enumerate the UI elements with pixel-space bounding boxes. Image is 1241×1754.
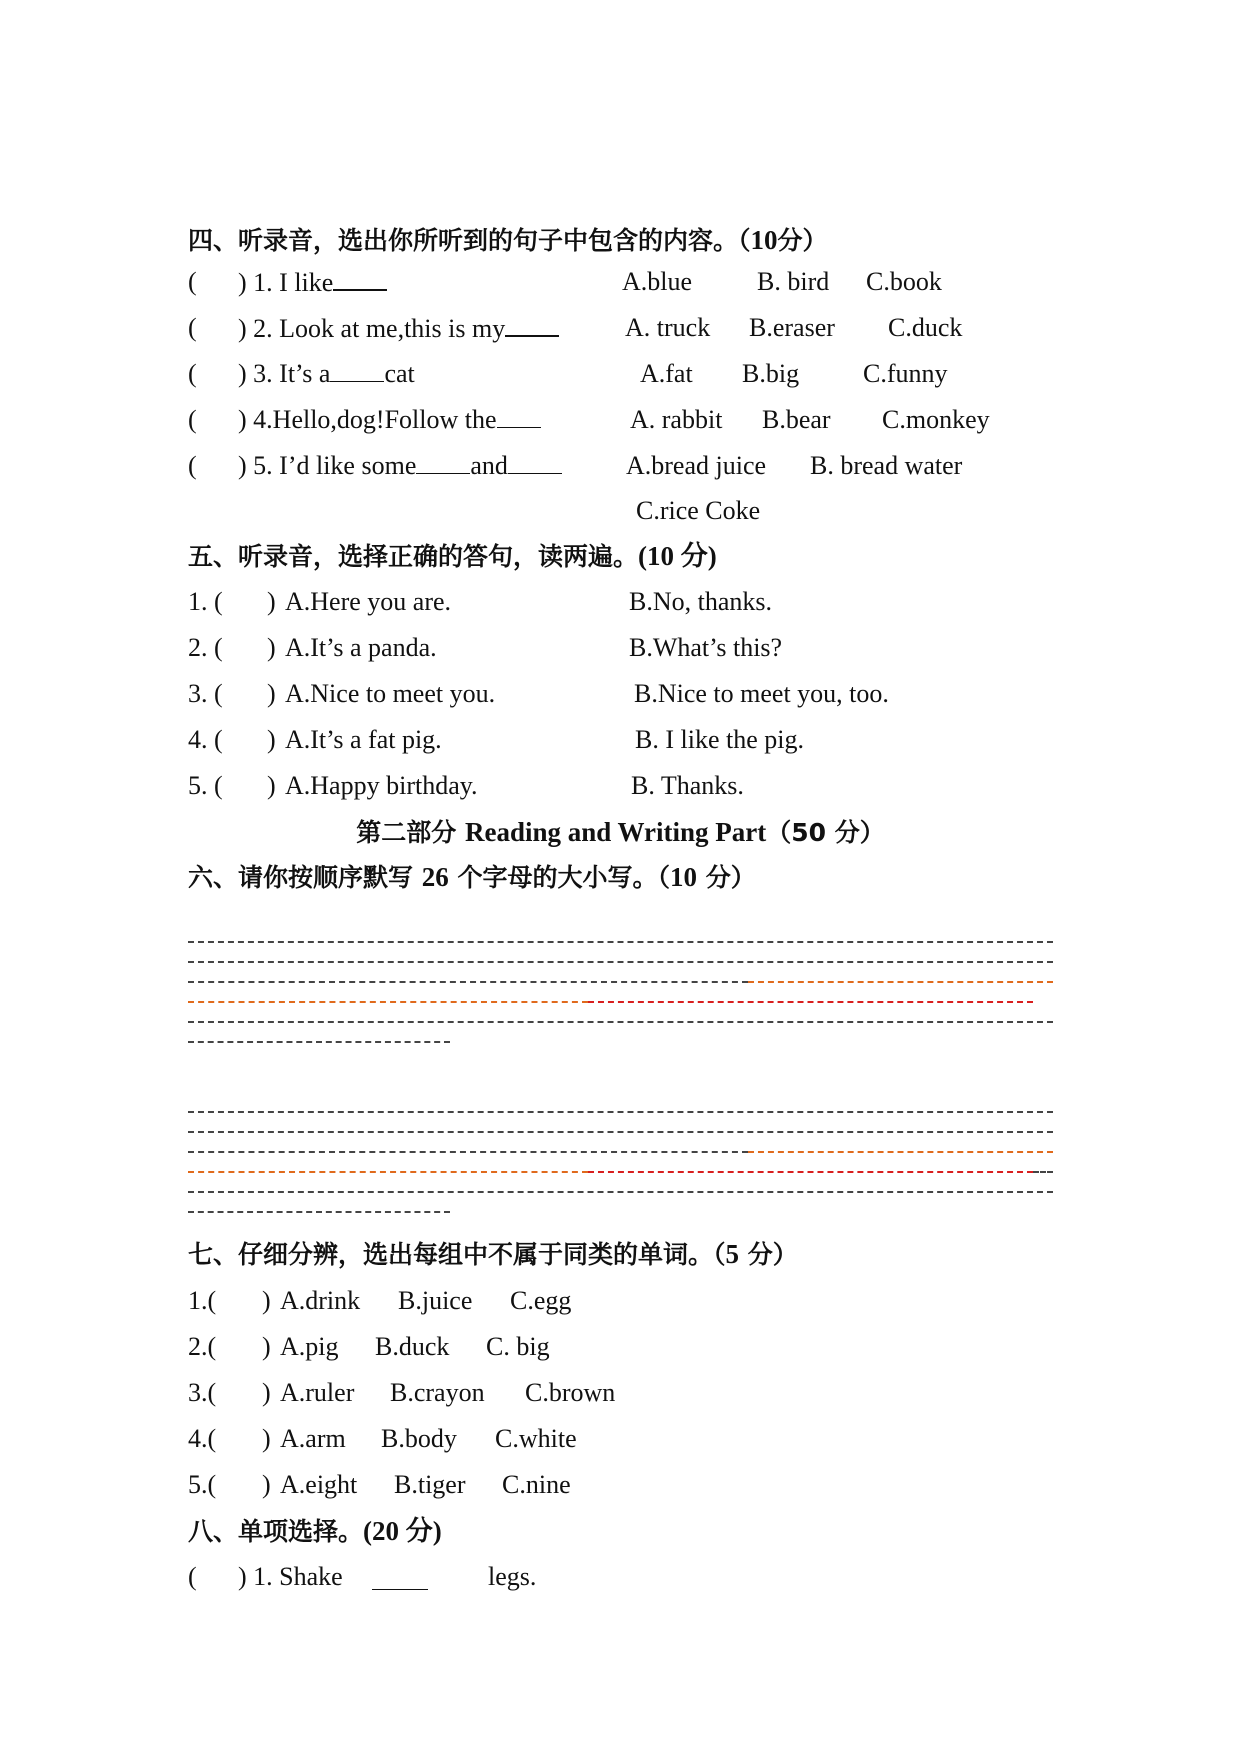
question-tail: legs. — [488, 1562, 537, 1591]
option-b: B.What’s this? — [629, 633, 783, 662]
option-b: B.No, thanks. — [629, 587, 772, 616]
dash-line — [188, 961, 1053, 963]
paren-close: ) — [267, 725, 276, 754]
section7-tail: 分） — [747, 1240, 798, 1269]
dash-line — [188, 1041, 450, 1043]
paren-close: ) — [267, 679, 276, 708]
dash-line — [188, 1131, 1053, 1133]
item-number: 4. ( — [188, 725, 223, 754]
answer-blank[interactable] — [333, 267, 387, 291]
answer-blank[interactable] — [497, 405, 541, 428]
dash-segment — [188, 1001, 588, 1003]
option-a: A.bread juice — [626, 451, 767, 480]
paren-open: ( — [188, 451, 197, 480]
option-b: B. Thanks. — [631, 771, 744, 800]
option-a: A.drink — [280, 1286, 361, 1315]
option-a: A.blue — [622, 267, 693, 296]
section5-heading — [188, 541, 717, 572]
section6-heading — [188, 862, 756, 893]
item-number: 1. ( — [188, 587, 223, 616]
section6-points: 10 — [669, 862, 697, 892]
part2-pre: 第二部分 — [356, 818, 457, 847]
paren-close: ) — [267, 633, 276, 662]
dash-segment — [1033, 1171, 1053, 1173]
option-a: A.Nice to meet you. — [285, 679, 496, 708]
option-c: C.rice Coke — [636, 496, 761, 525]
option-c: C.brown — [525, 1378, 616, 1407]
section6-num: 26 — [421, 862, 449, 892]
paren-open: ( — [188, 1562, 197, 1591]
section8-heading — [188, 1516, 442, 1547]
section8-heading-text: 八、单项选择。 — [188, 1517, 364, 1546]
section7-points: 5 — [725, 1239, 740, 1269]
section6-heading-text: 六、请你按顺序默写 — [188, 863, 414, 892]
answer-blank[interactable] — [330, 359, 384, 382]
section6-tail: 分） — [705, 863, 756, 892]
option-a: A.Happy birthday. — [285, 771, 478, 800]
option-b: B. I like the pig. — [635, 725, 804, 754]
paren-close: ) — [262, 1470, 271, 1499]
section5-heading-text: 五、听录音，选择正确的答句，读两遍。 — [188, 542, 639, 571]
dash-segment — [748, 1151, 1053, 1153]
question-text: ) 5. I’d like some and — [238, 451, 562, 481]
option-b: B. bird — [757, 267, 830, 296]
paren-close: ) — [262, 1424, 271, 1453]
option-c: C.duck — [888, 313, 963, 342]
option-b: B.body — [381, 1424, 457, 1453]
dash-segment — [588, 1001, 1033, 1003]
item-number: 5.( — [188, 1470, 217, 1499]
option-b: B.tiger — [394, 1470, 466, 1499]
option-a: A.ruler — [280, 1378, 355, 1407]
answer-blank[interactable] — [505, 313, 559, 337]
option-a: A.Here you are. — [285, 587, 452, 616]
option-c: C. big — [486, 1332, 550, 1361]
option-c: C.white — [495, 1424, 577, 1453]
section4-heading — [188, 225, 828, 256]
section4-heading-tail: 分） — [777, 226, 828, 255]
section5-points: (10 分) — [638, 541, 717, 571]
option-a: A.fat — [640, 359, 693, 388]
paren-open: ( — [188, 359, 197, 388]
question-text: ) 1. I like — [238, 267, 387, 298]
dash-line — [188, 1191, 1053, 1193]
section7-heading-text: 七、仔细分辨，选出每组中不属于同类的单词。（ — [188, 1240, 726, 1269]
paren-close: ) — [267, 771, 276, 800]
item-number: 1.( — [188, 1286, 217, 1315]
dash-segment — [188, 1151, 748, 1153]
question-text: ) 4.Hello,dog!Follow the — [238, 405, 541, 435]
dash-segment — [188, 981, 748, 983]
option-b: B.eraser — [749, 313, 835, 342]
part2-title — [0, 817, 1241, 848]
answer-blank[interactable] — [372, 1567, 428, 1590]
option-a: A.arm — [280, 1424, 346, 1453]
option-c: C.nine — [502, 1470, 571, 1499]
item-number: 5. ( — [188, 771, 223, 800]
option-b: B.bear — [762, 405, 831, 434]
item-number: 2. ( — [188, 633, 223, 662]
paren-close: ) — [262, 1332, 271, 1361]
question-text: ) 1. Shake — [238, 1562, 343, 1591]
item-number: 3.( — [188, 1378, 217, 1407]
paren-open: ( — [188, 313, 197, 342]
option-a: A.It’s a fat pig. — [285, 725, 442, 754]
option-a: A. truck — [625, 313, 711, 342]
option-c: C.monkey — [882, 405, 990, 434]
section8-points: (20 分) — [363, 1516, 442, 1546]
option-b: B.big — [742, 359, 800, 388]
paren-close: ) — [262, 1286, 271, 1315]
option-c: C.book — [866, 267, 942, 296]
dash-line — [188, 941, 1053, 943]
option-a: A. rabbit — [630, 405, 723, 434]
option-a: A.eight — [280, 1470, 358, 1499]
question-text: ) 2. Look at me,this is my — [238, 313, 559, 344]
dash-segment — [748, 981, 1053, 983]
dash-line — [188, 1211, 450, 1213]
paren-open: ( — [188, 405, 197, 434]
item-number: 3. ( — [188, 679, 223, 708]
answer-blank[interactable] — [416, 451, 470, 474]
section6-heading-tail: 个字母的大小写。（ — [457, 863, 670, 892]
section4-points: 10 — [750, 225, 778, 255]
item-number: 4.( — [188, 1424, 217, 1453]
option-b: B.Nice to meet you, too. — [634, 679, 889, 708]
item-number: 2.( — [188, 1332, 217, 1361]
option-a: A.It’s a panda. — [285, 633, 437, 662]
option-c: C.egg — [510, 1286, 572, 1315]
section4-heading-text: 四、听录音，选出你所听到的句子中包含的内容。（ — [188, 226, 751, 255]
paren-open: ( — [188, 267, 197, 296]
option-b: B.juice — [398, 1286, 473, 1315]
part2-en: Reading and Writing Part — [464, 817, 767, 847]
option-b: B. bread water — [810, 451, 963, 480]
answer-blank[interactable] — [508, 451, 562, 474]
dash-segment — [588, 1171, 1033, 1173]
option-b: B.crayon — [390, 1378, 485, 1407]
option-a: A.pig — [280, 1332, 339, 1361]
paren-close: ) — [267, 587, 276, 616]
option-c: C.funny — [863, 359, 948, 388]
dash-segment — [188, 1171, 588, 1173]
option-b: B.duck — [375, 1332, 450, 1361]
dash-line — [188, 1111, 1053, 1113]
paren-close: ) — [262, 1378, 271, 1407]
section7-heading — [188, 1239, 798, 1270]
dash-line — [188, 1021, 1053, 1023]
question-text: ) 3. It’s a cat — [238, 359, 415, 388]
part2-post: （50 分） — [766, 818, 885, 847]
